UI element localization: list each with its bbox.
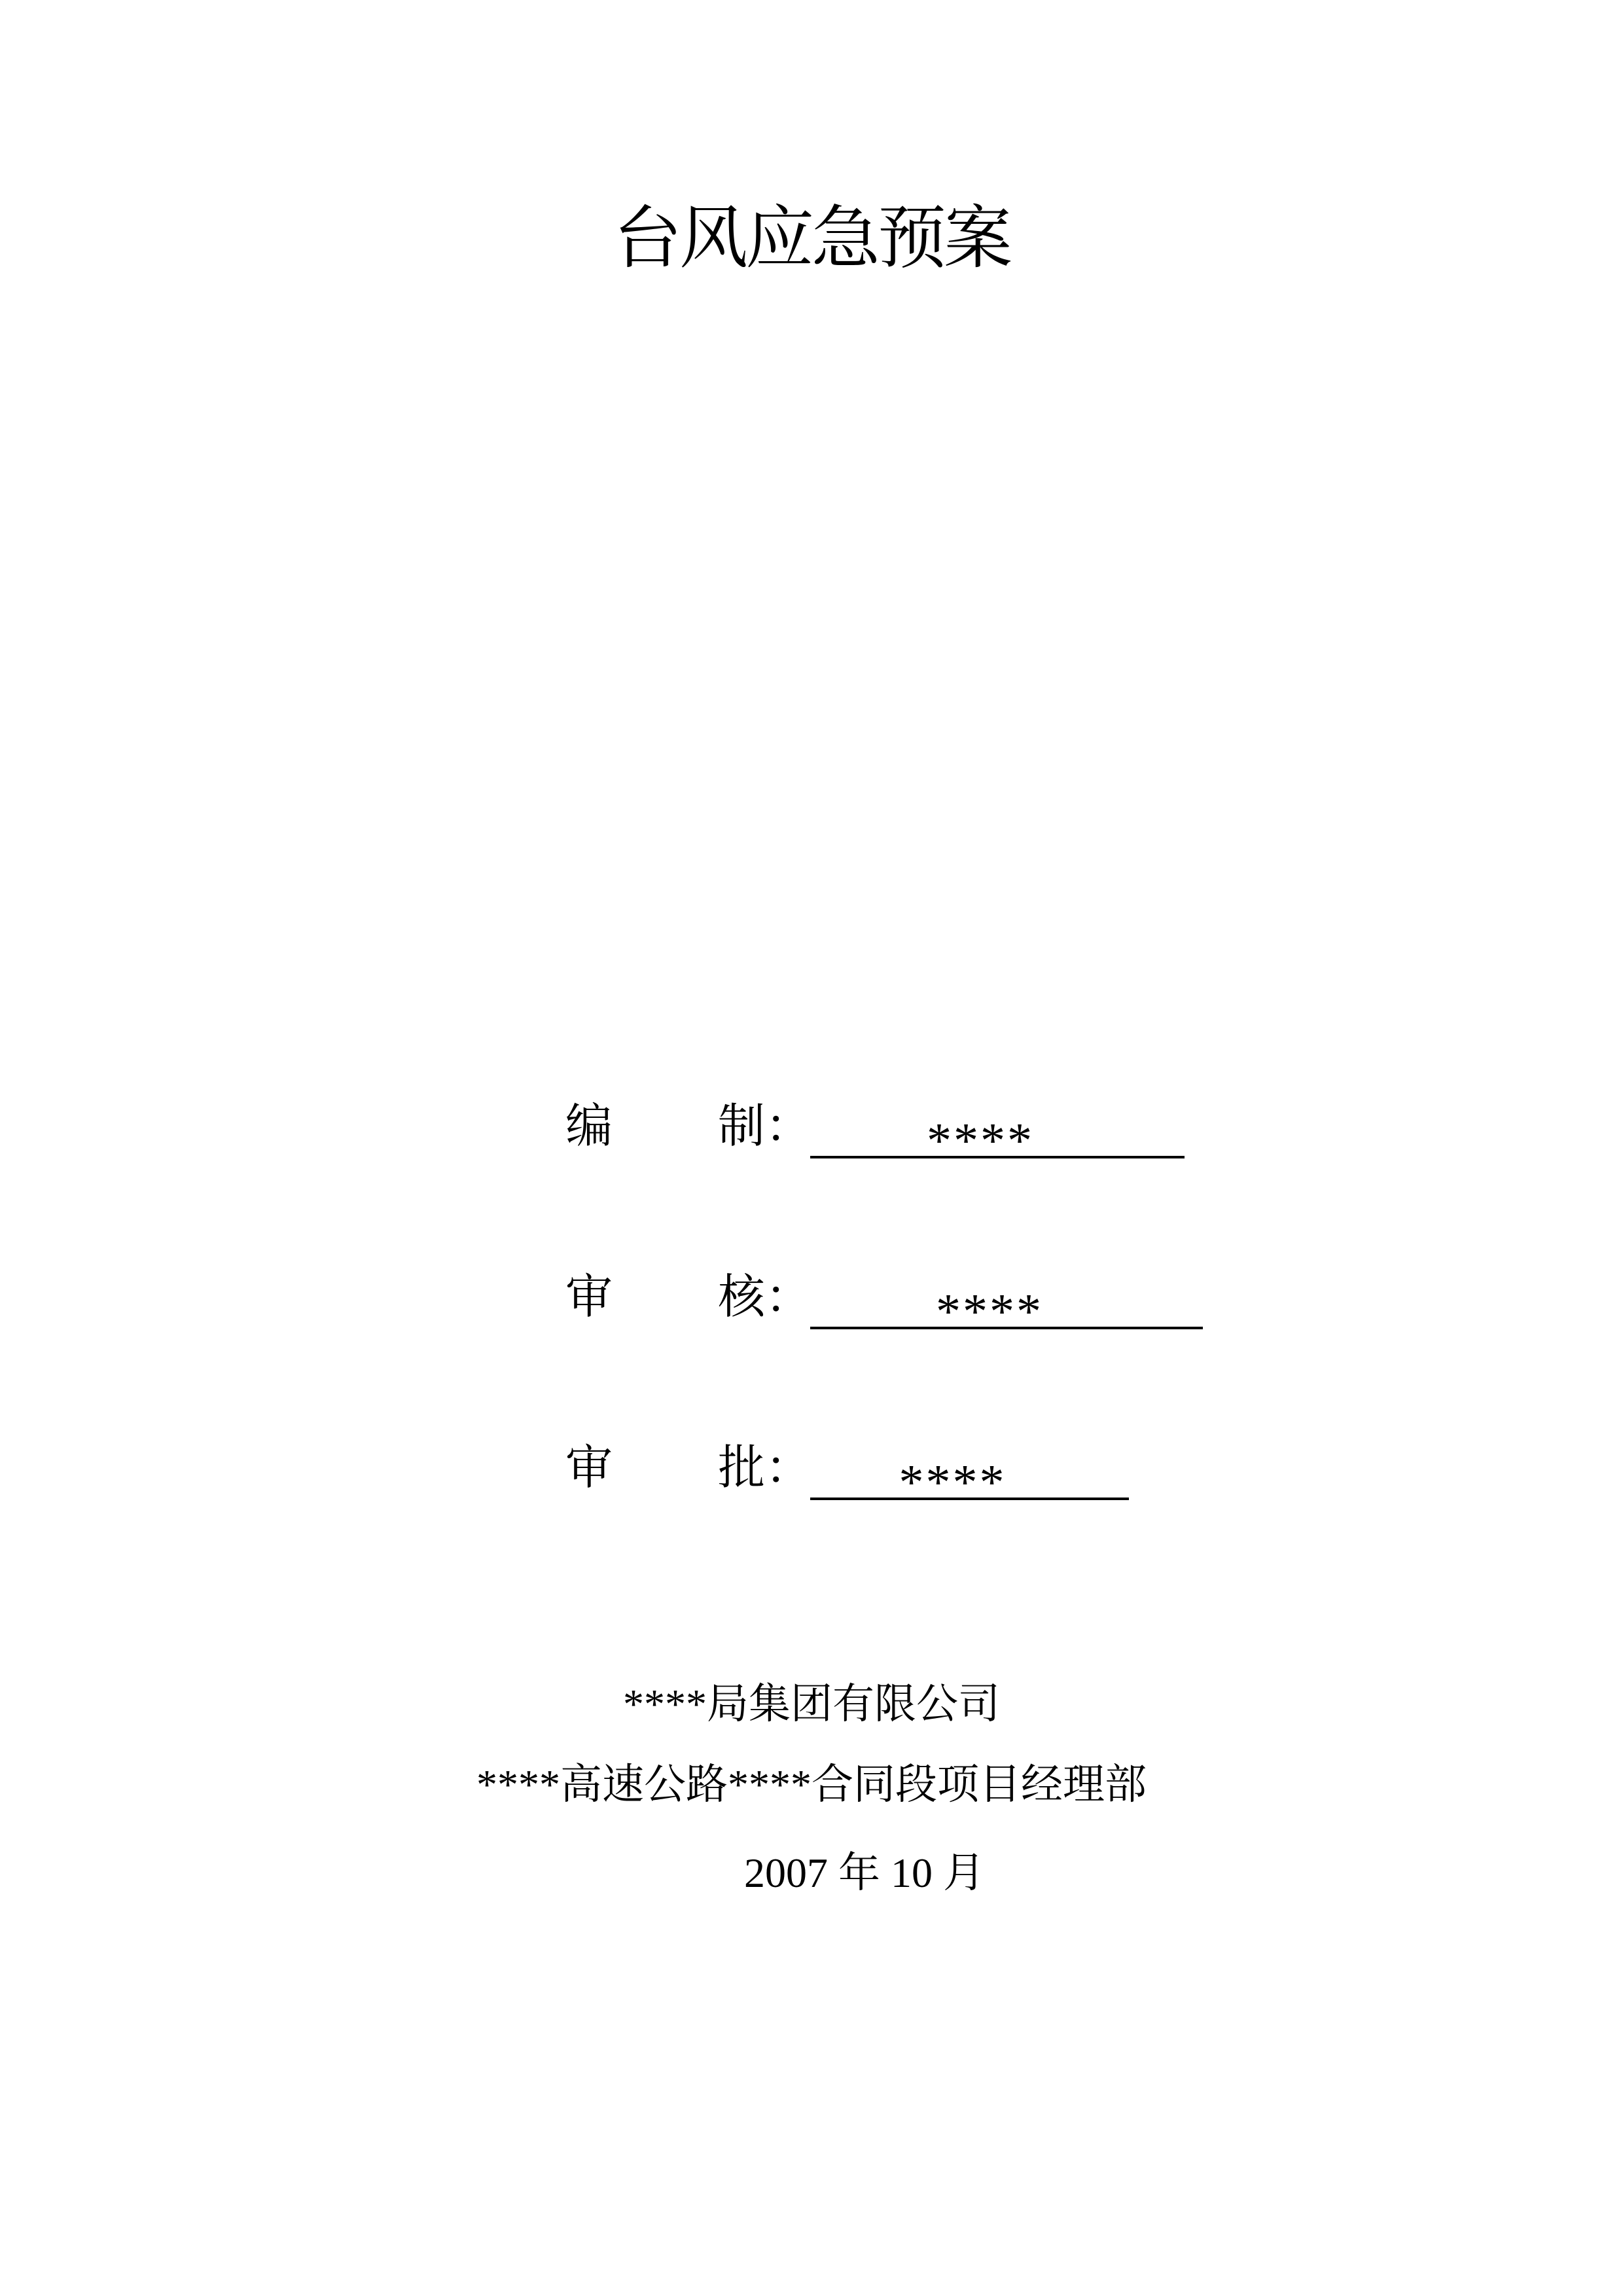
signature-label-first: 编 xyxy=(565,1100,613,1153)
signature-label-second: 批 xyxy=(718,1442,766,1494)
signature-line xyxy=(810,1103,1185,1168)
signature-row-reviewer xyxy=(565,1271,1043,1339)
signature-value-masked: **** xyxy=(936,1284,1043,1339)
signature-value-masked: **** xyxy=(899,1455,1007,1510)
signature-line xyxy=(810,1274,1203,1339)
signature-label-first: 审 xyxy=(565,1271,613,1323)
date-line: 2007 年 10 月 xyxy=(744,1850,985,1896)
signature-label-second: 核 xyxy=(718,1271,766,1323)
signature-label-first: 审 xyxy=(565,1442,613,1494)
signature-label-colon: ： xyxy=(765,1271,813,1323)
signature-line xyxy=(810,1444,1129,1510)
signature-label-second: 制 xyxy=(718,1100,766,1153)
department-line: ****高速公路****合同段项目经理部 xyxy=(476,1761,1147,1808)
company-name-line: ****局集团有限公司 xyxy=(623,1681,1000,1727)
signature-row-compiler xyxy=(565,1100,1034,1168)
document-title: 台风应急预案 xyxy=(613,200,1010,277)
signature-row-approver xyxy=(565,1442,1007,1510)
signature-label-colon: ： xyxy=(765,1100,813,1153)
signature-label-colon: ： xyxy=(765,1442,813,1494)
signature-value-masked: **** xyxy=(927,1113,1034,1168)
